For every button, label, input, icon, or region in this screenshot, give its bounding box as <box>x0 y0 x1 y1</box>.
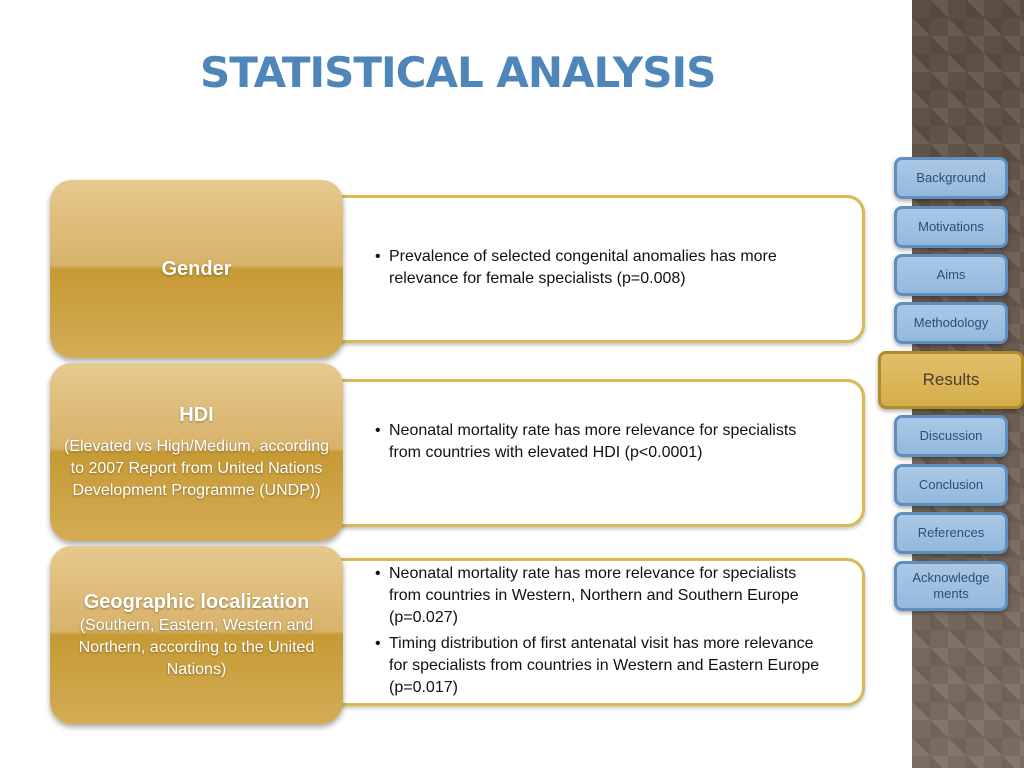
list-item: • Timing distribution of first antenatal visit has more relevance for specialists from countries in Western and Eastern Europe (p=0.017) <box>375 633 832 699</box>
nav-discussion-button[interactable]: Discussion <box>894 415 1008 457</box>
label-box-geographic <box>50 546 343 724</box>
label-box-gender <box>50 180 343 358</box>
label-title: Gender <box>161 258 232 280</box>
content-box-geographic <box>290 558 865 706</box>
label-box-hdi <box>50 363 343 541</box>
label-subtitle: (Elevated vs High/Medium, according to 2007 Report from United Nations Development Programme (UNDP)) <box>64 438 330 499</box>
nav-references-button[interactable]: References <box>894 512 1008 554</box>
row-geographic <box>50 546 865 724</box>
list-item: • Neonatal mortality rate has more relevance for specialists from countries with elevated HDI (p<0.0001) <box>375 420 802 464</box>
list-item: • Prevalence of selected congenital anomalies has more relevance for female specialists (p=0.008) <box>375 246 832 290</box>
list-item: • Neonatal mortality rate has more relevance for specialists from countries in Western, Northern and Southern Europe (p=0.027) <box>375 563 832 629</box>
nav-background-button[interactable]: Background <box>894 157 1008 199</box>
bullet-list <box>375 420 802 468</box>
slide-title: STATISTICAL ANALYSIS <box>200 48 716 97</box>
nav-results-button[interactable]: Results <box>878 351 1024 409</box>
bullet-list <box>375 246 832 294</box>
nav-acknowledgements-button[interactable]: Acknowledgements <box>894 561 1008 611</box>
nav-aims-button[interactable]: Aims <box>894 254 1008 296</box>
label-title: HDI <box>179 404 214 426</box>
content-box-gender <box>290 195 865 343</box>
content-box-hdi <box>290 379 865 527</box>
nav-methodology-button[interactable]: Methodology <box>894 302 1008 344</box>
nav-conclusion-button[interactable]: Conclusion <box>894 464 1008 506</box>
row-gender <box>50 180 865 360</box>
label-subtitle: (Southern, Eastern, Western and Northern, according to the United Nations) <box>78 617 315 678</box>
nav-motivations-button[interactable]: Motivations <box>894 206 1008 248</box>
bullet-list <box>375 563 832 703</box>
label-title: Geographic localization <box>83 591 310 613</box>
row-hdi <box>50 363 865 541</box>
